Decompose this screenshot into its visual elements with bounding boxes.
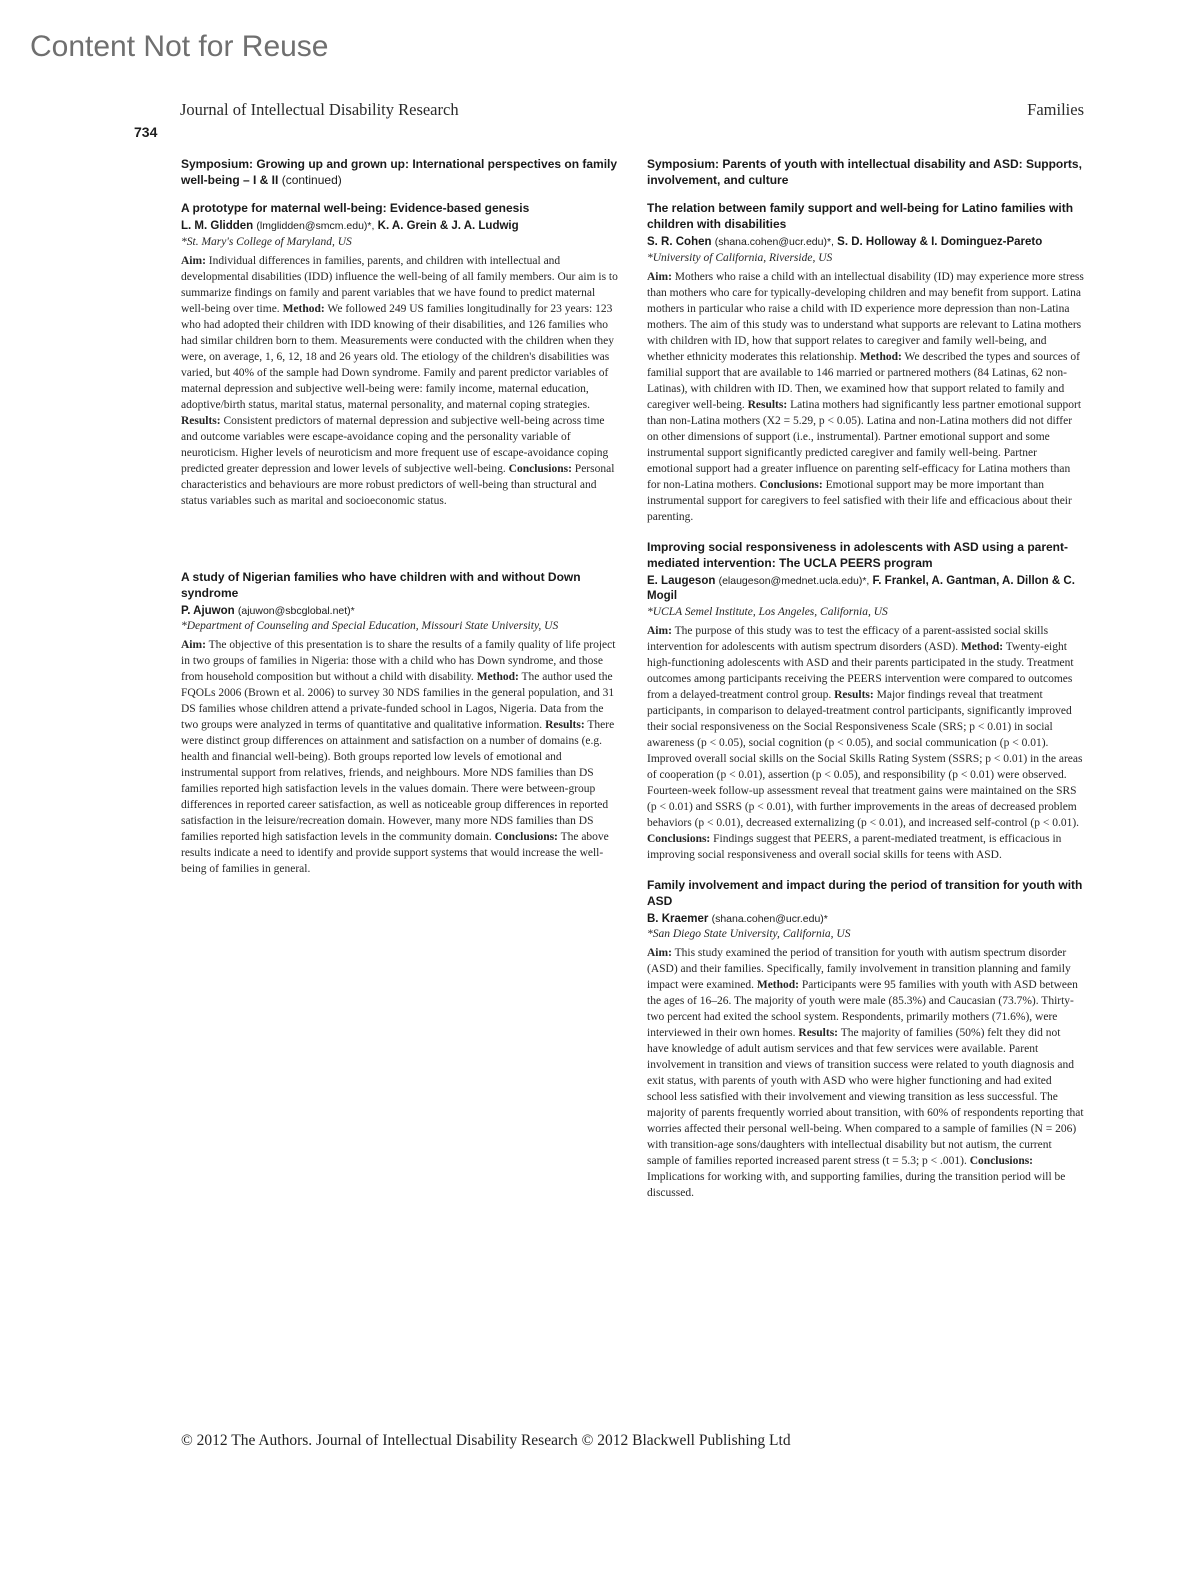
abstract [181,200,619,509]
right-column [647,157,1084,1215]
abstract-body: Aim: Individual differences in families, parents, and children with intellectual and developmental disabilities (IDD) influence the well-being of all family members. Our aim is to summarize findings on family and parent variables that we have found to predict maternal well-being over time. Method: We followed 249 US families longitudinally for 23 years: 123 who had adopted their children with IDD knowing of their disabilities, and 126 families who had similar children born to them. Measurements were conducted with the children when they were, on average, 1, 6, 12, 18 and 26 years old. The etiology of the children's disabilities was varied, but 40% of the sample had Down syndrome. Family and parent predictor variables of maternal depression and subjective well-being were: family income, maternal education, adoptive/birth status, marital status, maternal personality, and maternal coping strategies. Results: Consistent predictors of maternal depression and subjective well-being across time and outcome variables were escape-avoidance coping and the personality variable of neuroticism. Higher levels of neuroticism and more frequent use of escape-avoidance coping predicted greater depression and lower levels of subjective well-being. Conclusions: Personal characteristics and behaviours are more robust predictors of well-being than structural and status variables such as marital and socioeconomic status. [181,254,618,507]
abstract-authors: S. R. Cohen (shana.cohen@ucr.edu)*, S. D. Holloway & I. Dominguez-Pareto [647,236,1043,248]
author-email: (ajuwon@sbcglobal.net)* [237,604,355,617]
abstract-title: A study of Nigerian families who have children with and without Down syndrome [181,569,581,600]
symposium-heading: Symposium: Parents of youth with intellectual disability and ASD: Supports, involvement, and culture [647,157,1082,187]
abstract-body: Aim: The purpose of this study was to test the efficacy of a parent-assisted social skills intervention for adolescents with autism spectrum disorders (ASD). Method: Twenty-eight high-functioning adolescents with ASD and their parents participated in the study. Treatment outcomes among participants receiving the PEERS intervention were compared to outcomes from a delayed-treatment control group. Results: Major findings reveal that treatment participants, in comparison to delayed-treatment control participants, significantly improved their social responsiveness on the Social Responsiveness Scale (SRS; p < 0.01) in social awareness (p < 0.05), social cognition (p < 0.05), and social communication (p < 0.01). Improved overall social skills on the Social Skills Rating System (SSRS; p < 0.01) in the areas of cooperation (p < 0.01), assertion (p < 0.05), and responsibility (p < 0.01) were observed. Fourteen-week follow-up assessment reveal that treatment gains were maintained on the SRS (p < 0.01) and SSRS (p < 0.01), with further improvements in the areas of decreased problem behaviors (p < 0.01), decreased externalizing (p < 0.01), and increased self-control (p < 0.01). Conclusions: Findings suggest that PEERS, a parent-mediated treatment, is efficacious in improving social responsiveness and overall social skills for teens with ASD. [647,624,1083,861]
left-column [181,157,619,891]
author-email: (shana.cohen@ucr.edu)* [711,912,828,925]
abstract-authors: B. Kraemer (shana.cohen@ucr.edu)* [647,912,828,925]
copyright-footer: © 2012 The Authors. Journal of Intellectual Disability Research © 2012 Blackwell Publishing Ltd [181,1432,791,1449]
abstract-affiliation: *Department of Counseling and Special Education, Missouri State University, US [181,620,559,632]
watermark: Content Not for Reuse [30,30,329,63]
abstract-body: Aim: This study examined the period of transition for youth with autism spectrum disorder (ASD) and their families. Specifically, family involvement in transition planning and family impact were examined. Method: Participants were 95 families with youth with ASD between the ages of 16–26. The majority of youth were male (85.3%) and Caucasian (73.7%). Thirty-two percent had exited the school system. Respondents, primarily mothers (71.6%), were interviewed in their own homes. Results: The majority of families (50%) felt they did not have knowledge of adult autism services and that few services were available. Parent involvement in transition and views of transition success were related to youth diagnosis and exit status, with parents of youth with ASD who were higher functioning and had exited school less satisfied with their involvement and viewing transition as less successful. The majority of parents frequently worried about transition, with 60% of respondents reporting that worries affected their personal well-being. When compared to a sample of families (N = 206) with transition-age sons/daughters with intellectual disability but not autism, the current sample of families reported increased parent stress (t = 5.3; p < .001). Conclusions: Implications for working with, and supporting families, during the transition period will be discussed. [647,947,1084,1199]
abstract-title: The relation between family support and well-being for Latino families with children with disabilities [647,201,1074,231]
abstract-affiliation: *University of California, Riverside, US [647,251,833,264]
continued-label: (continued) [281,172,342,187]
abstract-authors: E. Laugeson (elaugeson@mednet.ucla.edu)*, F. Frankel, A. Gantman, A. Dillon & C. Mogil [647,574,1075,602]
author-email: (lmglidden@smcm.edu)*, [256,220,375,232]
symposium-heading: Symposium: Growing up and grown up: International perspectives on family well-being – I & II (continued) [181,157,618,187]
page-number: 734 [134,124,158,140]
abstract [647,200,1084,525]
abstract [647,877,1084,1202]
abstract-body: Aim: The objective of this presentation is to share the results of a family quality of life project in two groups of families in Nigeria: those with a child who has Down syndrome, and those from household composition but without a child with disability. Method: The author used the FQOLs 2006 (Brown et al. 2006) to survey 30 NDS families in the general population, and 31 DS families whose children attend a private-funded school in Lagos, Nigeria. Data from the two groups were analyzed in terms of quantitative and qualitative information. Results: There were distinct group differences on attainment and satisfaction on a number of domains (e.g. health and financial well-being). Both groups reported low levels of emotional and instrumental support from relatives, friends, and neighbours. More NDS families than DS families reported high satisfaction levels in the values domain. There were between-group differences in reported career satisfaction, as well as noticeable group differences in reported satisfaction in the leisure/recreation domain. However, many more NDS families than DS families reported high satisfaction levels in the community domain. Conclusions: The above results indicate a need to identify and provide support systems that would increase the well-being of families in general. [181,639,616,875]
abstract-affiliation: *St. Mary's College of Maryland, US [181,235,352,248]
abstract-authors: P. Ajuwon (ajuwon@sbcglobal.net)* [181,604,355,617]
abstract [181,569,619,878]
abstract-title: Family involvement and impact during the period of transition for youth with ASD [647,877,1083,908]
journal-title: Journal of Intellectual Disability Research [180,100,459,119]
section-title: Families [1027,100,1084,119]
abstract-authors: L. M. Glidden (lmglidden@smcm.edu)*, K. A. Grein & J. A. Ludwig [181,220,519,232]
author-email: (shana.cohen@ucr.edu)*, [714,236,834,248]
author-email: (elaugeson@mednet.ucla.edu)*, [718,574,870,587]
abstract-affiliation: *UCLA Semel Institute, Los Angeles, California, US [647,605,888,618]
abstract [647,539,1084,863]
abstract-title: Improving social responsiveness in adolescents with ASD using a parent-mediated intervention: The UCLA PEERS program [647,539,1068,570]
abstract-body: Aim: Mothers who raise a child with an intellectual disability (ID) may experience more stress than mothers who care for typically-developing children and may benefit from support. Latina mothers in particular who raise a child with ID experience more depression than non-Latina mothers. The aim of this study was to understand what supports are relevant to Latina mothers with children with ID, how that support relates to caregiver and family well-being, and whether ethnicity moderates this relationship. Method: We described the types and sources of familial support that are available to 146 married or partnered mothers (84 Latinas, 62 non-Latinas), with children with ID. Then, we examined how that support related to family and caregiver well-being. Results: Latina mothers had significantly less partner emotional support than non-Latina mothers (X2 = 5.29, p < 0.05). Latina and non-Latina mothers did not differ on other dimensions of support (i.e., instrumental). Partner emotional support and some instrumental support significantly predicted caregiver and family well-being. Partner emotional support had a greater influence on parenting self-efficacy for Latina mothers than for non-Latina mothers. Conclusions: Emotional support may be more important than instrumental support for caregivers to feel satisfied with their life and efficacious about their parenting. [647,270,1084,523]
abstract-affiliation: *San Diego State University, California, US [647,928,851,940]
abstract-title: A prototype for maternal well-being: Evidence-based genesis [181,201,530,215]
